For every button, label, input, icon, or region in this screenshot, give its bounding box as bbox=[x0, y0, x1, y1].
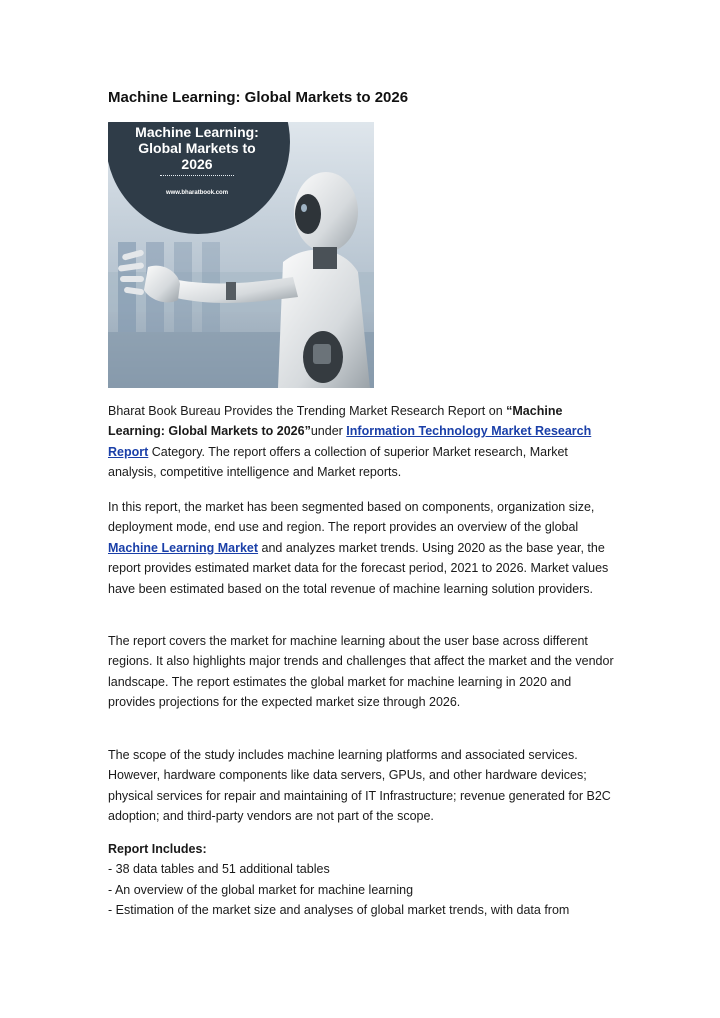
cover-divider bbox=[160, 175, 234, 178]
market-link[interactable]: Machine Learning Market bbox=[108, 540, 259, 555]
includes-heading: Report Includes: bbox=[108, 842, 207, 856]
list-item: - An overview of the global market for machine learning bbox=[108, 882, 414, 897]
document-title: Machine Learning: Global Markets to 2026 bbox=[108, 89, 409, 106]
report-includes bbox=[108, 839, 614, 921]
cover-image bbox=[108, 122, 374, 388]
category-link[interactable]: Information Technology Market Research Report bbox=[108, 424, 592, 459]
intro-under: under bbox=[310, 424, 347, 439]
report-name: “Machine Learning: Global Markets to 2026” bbox=[108, 404, 563, 439]
cover-title-line: Machine Learning: bbox=[135, 124, 259, 140]
cover-title bbox=[122, 124, 272, 172]
list-item: - 38 data tables and 51 additional tables bbox=[108, 862, 330, 877]
list-item: - Estimation of the market size and analyses of global market trends, with data from bbox=[108, 903, 570, 918]
coverage-paragraph: The report covers the market for machine learning about the user base across different regions. It also highlights major trends and challenges that affect the market and the vendor landscape. The report estimates the global market for machine learning in 2020 and provides projections for the expected market size through 2026. bbox=[108, 634, 614, 710]
segmentation-rest: and analyzes market trends. Using 2020 as the base year, the report provides estimated market data for the forecast period, 2021 to 2026. Market values have been estimated based on the total revenue of machine learning solution providers. bbox=[108, 540, 609, 596]
segmentation-paragraph bbox=[108, 497, 614, 599]
cover-title-line: 2026 bbox=[181, 156, 213, 172]
scope-paragraph: The scope of the study includes machine learning platforms and associated services. However, hardware components like data servers, GPUs, and other hardware devices; physical services for repair and maintaining of IT Infrastructure; revenue generated for B2C adoption; and third-party vendors are not part of the scope. bbox=[108, 748, 611, 824]
intro-rest: Category. The report offers a collection of superior Market research, Market analysis, competitive intelligence and Market reports. bbox=[108, 444, 568, 480]
segmentation-lead: In this report, the market has been segmented based on components, organization size, deployment mode, end use and region. The report provides an overview of the global bbox=[108, 500, 595, 535]
cover-url: www.bharatbook.com bbox=[165, 190, 229, 196]
intro-lead: Bharat Book Bureau Provides the Trending Market Research Report on bbox=[108, 404, 507, 418]
cover-title-line: Global Markets to bbox=[138, 140, 256, 156]
intro-paragraph bbox=[108, 401, 614, 483]
